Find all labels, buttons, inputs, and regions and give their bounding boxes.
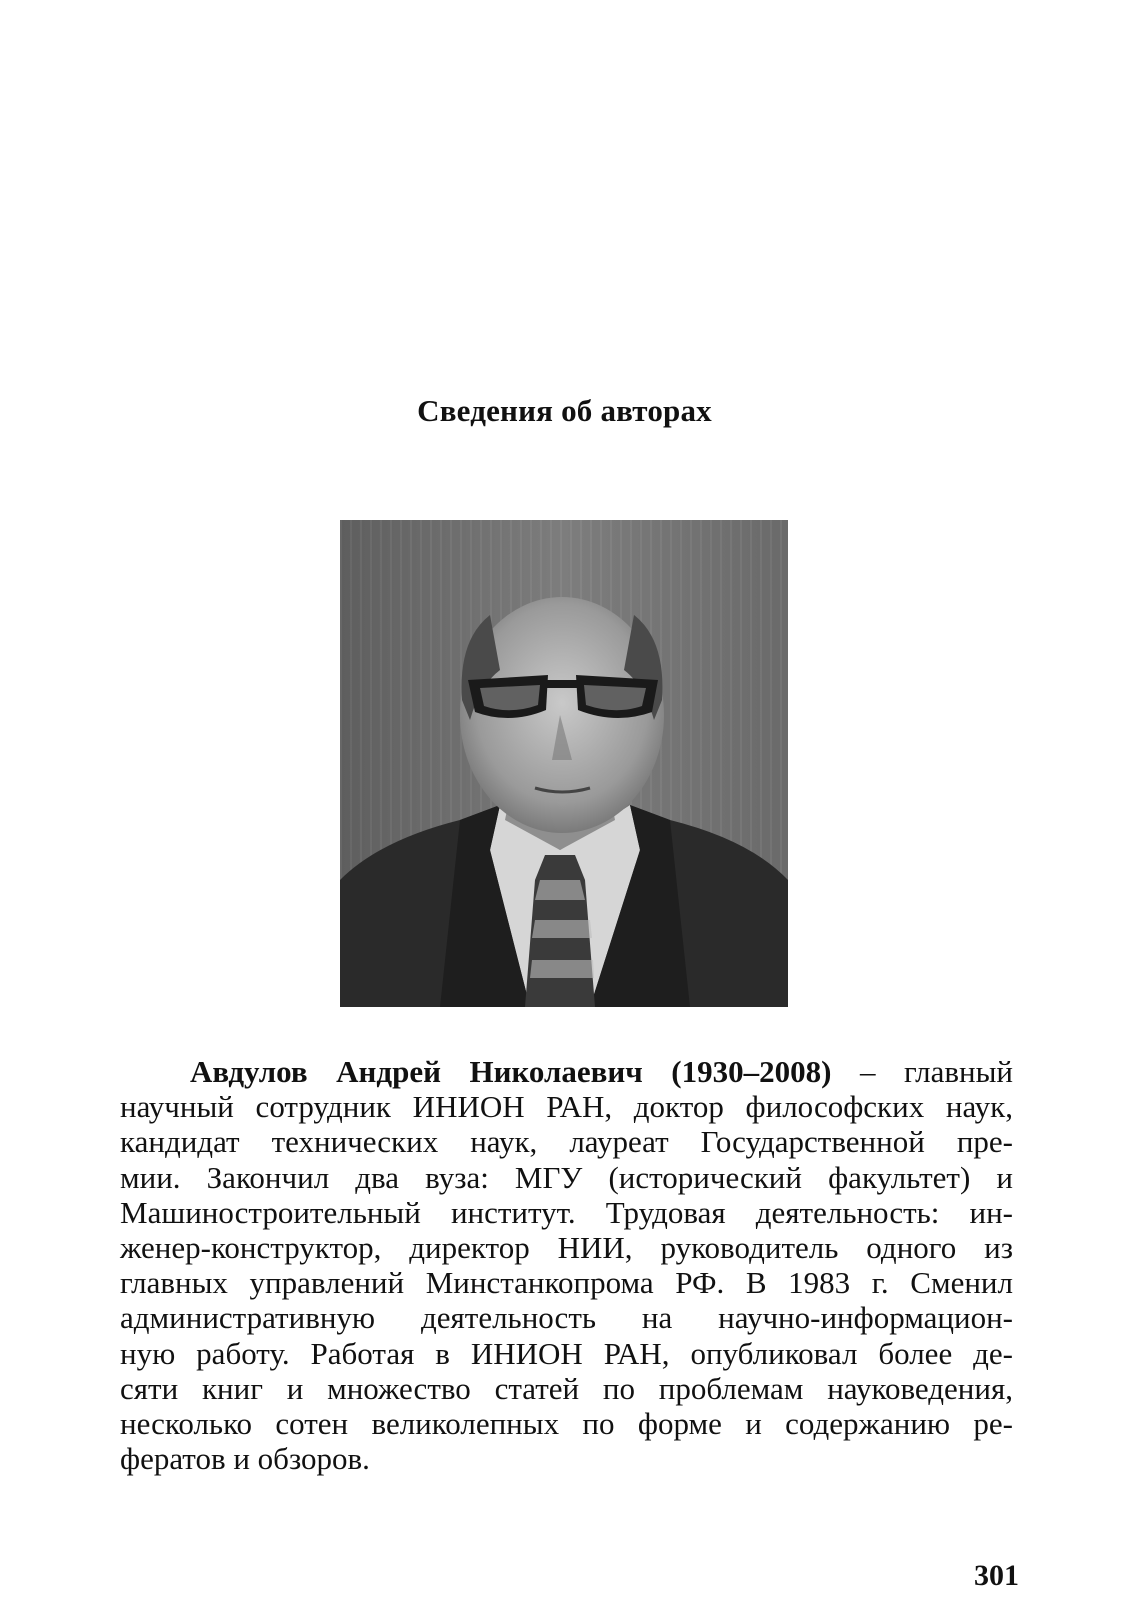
author-name: Авдулов Андрей Николаевич (1930–2008) bbox=[190, 1054, 832, 1089]
page-number: 301 bbox=[974, 1559, 1019, 1592]
bio-line-1: Авдулов Андрей Николаевич (1930–2008) – главный bbox=[190, 1054, 1013, 1089]
bio-line-7: главных управлений Минстанкопрома РФ. В 1983 г. Сменил bbox=[120, 1265, 1013, 1301]
bio-line-2: научный сотрудник ИНИОН РАН, доктор философских наук, bbox=[120, 1089, 1013, 1125]
bio-line-3: кандидат технических наук, лауреат Государственной пре- bbox=[120, 1124, 1013, 1160]
author-biography bbox=[120, 1054, 1013, 1476]
bio-line-9: ную работу. Работая в ИНИОН РАН, опубликовал более де- bbox=[120, 1335, 1013, 1371]
author-portrait-photo bbox=[340, 520, 788, 1007]
bio-line-6: женер-конструктор, директор НИИ, руководитель одного из bbox=[120, 1230, 1013, 1266]
bio-line-12: фератов и обзоров. bbox=[120, 1441, 370, 1477]
bio-line-8: административную деятельность на научно-информацион- bbox=[120, 1300, 1013, 1336]
portrait-illustration bbox=[340, 520, 788, 1007]
bio-line-4: мии. Закончил два вуза: МГУ (исторический факультет) и bbox=[120, 1159, 1013, 1195]
bio-line-11: несколько сотен великолепных по форме и содержанию ре- bbox=[120, 1406, 1013, 1442]
bio-line-10: сяти книг и множество статей по проблемам науковедения, bbox=[120, 1370, 1013, 1406]
section-title: Сведения об авторах bbox=[417, 393, 712, 428]
bio-line-5: Машиностроительный институт. Трудовая деятельность: ин- bbox=[120, 1194, 1013, 1230]
